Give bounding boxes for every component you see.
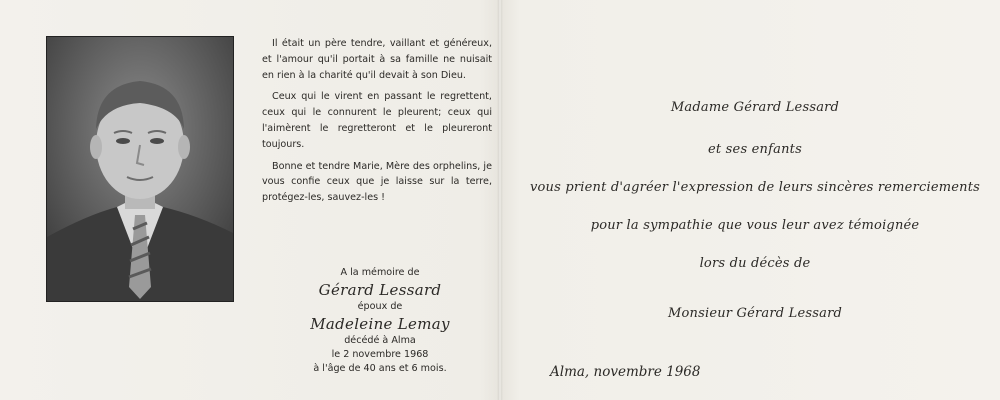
dedication-intro: A la mémoire de	[340, 267, 420, 278]
thanks-line-6: Monsieur Gérard Lessard	[667, 306, 843, 321]
thank-you-message	[510, 0, 1000, 400]
thanks-line-3: vous prient d'agréer l'expression de leurs sincères remerciements	[529, 180, 981, 195]
thanks-line-1: Madame Gérard Lessard	[670, 100, 840, 115]
thanks-line-5: lors du décès de	[699, 256, 811, 271]
spouse-name: Madeleine Lemay	[310, 315, 450, 333]
memorial-dedication	[265, 266, 495, 376]
spouse-label: époux de	[357, 301, 403, 312]
thanks-line-4: pour la sympathie que vous leur avez témoignée	[590, 218, 920, 233]
deceased-name: Gérard Lessard	[318, 281, 442, 299]
death-date: le 2 novembre 1968	[331, 349, 429, 360]
age-at-death: à l'âge de 40 ans et 6 mois.	[313, 363, 447, 374]
death-place: décédé à Alma	[344, 335, 416, 346]
poem-paragraph-1: Il était un père tendre, vaillant et généreux, et l'amour qu'il portait à sa famille ne nuisait en rien à la charité qu'il devait à son Dieu.	[262, 38, 492, 81]
portrait-image	[47, 37, 233, 301]
poem-paragraph-2: Ceux qui le virent en passant le regrettent, ceux qui le connurent le pleurent; ceux qui l'aimèrent le regretteront et le pleureront toujours.	[262, 91, 492, 150]
memorial-poem	[262, 36, 492, 212]
poem-paragraph-3: Bonne et tendre Marie, Mère des orphelins, je vous confie ceux que je laisse sur la terre, protégez-les, sauvez-les !	[262, 160, 492, 204]
thanks-line-2: et ses enfants	[708, 142, 802, 157]
place-and-date: Alma, novembre 1968	[550, 364, 701, 380]
portrait-photo	[46, 36, 234, 302]
card-fold	[497, 0, 503, 400]
